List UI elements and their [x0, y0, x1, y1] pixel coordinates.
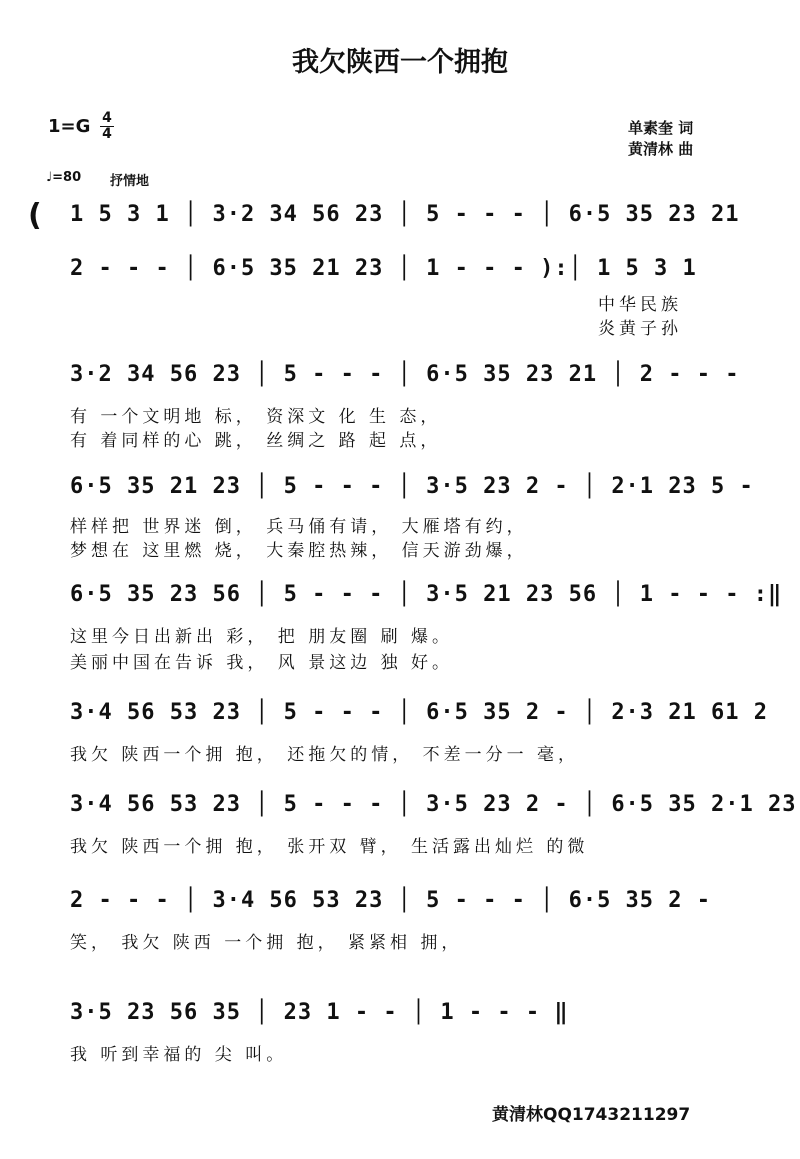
- song-title: 我欠陕西一个拥抱: [292, 47, 508, 78]
- notes: 6·5 35 23 56 │ 5 - - - │ 3·5 21 23 56 │ 1 - - - :‖: [70, 582, 783, 607]
- notes: 3·5 23 56 35 │ 23 1 - - │ 1 - - - ‖: [70, 1000, 569, 1025]
- lyric-verse-2: 美丽中国在告诉 我， 风 景这边 独 好。: [70, 653, 454, 673]
- notes: 2 - - - │ 3·4 56 53 23 │ 5 - - - │ 6·5 35 2 -: [70, 888, 712, 913]
- repeat-open: (: [28, 198, 42, 233]
- lyric-verse-2: 有 着同样的心 跳， 丝绸之 路 起 点，: [70, 431, 442, 451]
- time-bottom: 4: [102, 126, 112, 142]
- lyric-verse-1: 我欠 陕西一个拥 抱， 还拖欠的情， 不差一分一 毫，: [70, 745, 580, 765]
- key-signature: 1=G: [48, 116, 91, 137]
- notes: 3·2 34 56 23 │ 5 - - - │ 6·5 35 23 21 │ 2 - - -: [70, 362, 740, 387]
- lyric-verse-1: 笑， 我欠 陕西 一个拥 抱， 紧紧相 拥，: [70, 933, 463, 953]
- lyric-verse-1: 有 一个文明地 标， 资深文 化 生 态，: [70, 407, 442, 427]
- lyric-verse-1: 我欠 陕西一个拥 抱， 张开双 臂， 生活露出灿烂 的微: [70, 837, 589, 857]
- composer-credit: 黄清林 曲: [628, 140, 694, 158]
- notes: 2 - - - │ 6·5 35 21 23 │ 1 - - - ):│ 1 5 3 1: [70, 256, 697, 281]
- time-signature: [100, 112, 114, 141]
- footer-contact: 黄清林QQ1743211297: [492, 1105, 691, 1125]
- lyricist-credit: 单素奎 词: [628, 119, 694, 137]
- lyric-verse-1: 中华民族: [598, 295, 682, 315]
- tempo-mark: ♩=80: [46, 170, 82, 185]
- lyric-verse-2: 炎黄子孙: [598, 319, 682, 339]
- lyric-verse-1: 这里今日出新出 彩， 把 朋友圈 刷 爆。: [70, 627, 454, 647]
- time-top: 4: [102, 110, 112, 126]
- notes: 3·4 56 53 23 │ 5 - - - │ 6·5 35 2 - │ 2·3 21 61 2: [70, 700, 769, 725]
- notes: 6·5 35 21 23 │ 5 - - - │ 3·5 23 2 - │ 2·1 23 5 -: [70, 474, 754, 499]
- lyric-verse-2: 梦想在 这里燃 烧， 大秦腔热辣， 信天游劲爆，: [70, 541, 528, 561]
- lyric-verse-1: 我 听到幸福的 尖 叫。: [70, 1045, 288, 1065]
- lyric-verse-1: 样样把 世界迷 倒， 兵马俑有请， 大雁塔有约，: [70, 517, 528, 537]
- notes: 1 5 3 1 │ 3·2 34 56 23 │ 5 - - - │ 6·5 35 23 21: [70, 202, 740, 227]
- notes: 3·4 56 53 23 │ 5 - - - │ 3·5 23 2 - │ 6·5 35 2·1 23: [70, 792, 797, 817]
- expression-mark: 抒情地: [110, 174, 150, 189]
